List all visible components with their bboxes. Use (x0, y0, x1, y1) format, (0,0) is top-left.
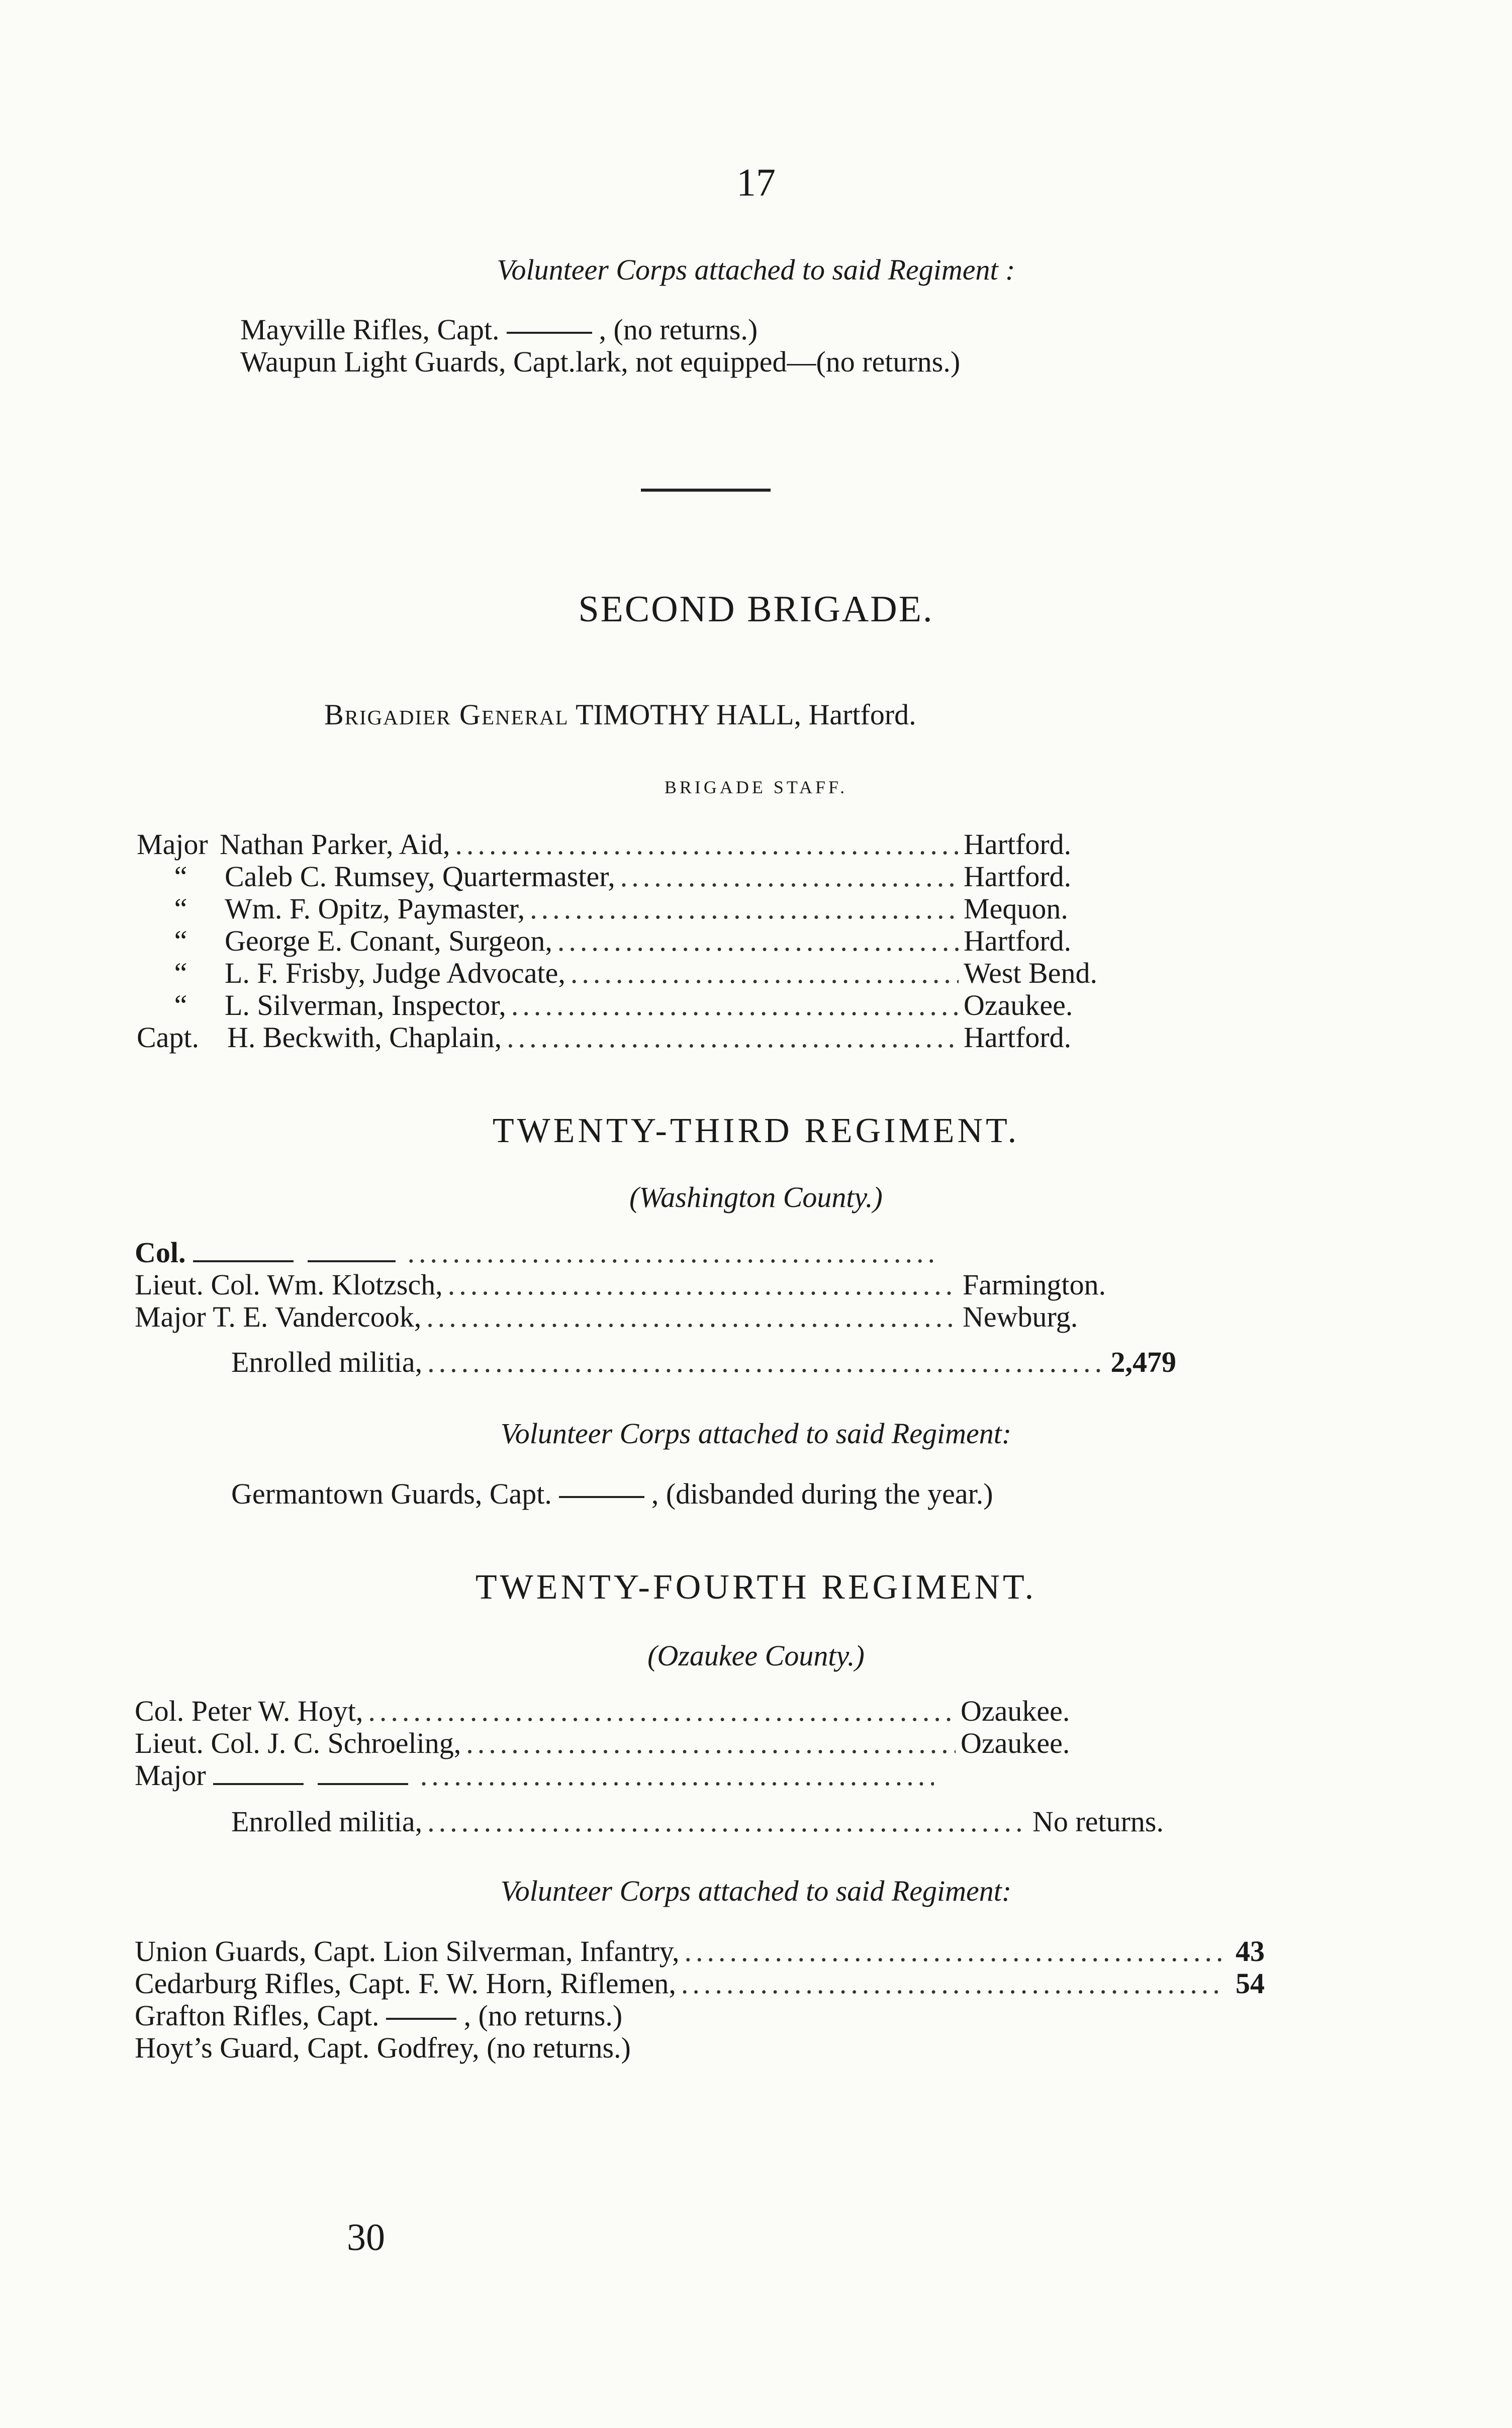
leader-dots (511, 989, 959, 1021)
officer-place: Ozaukee. (961, 1695, 1070, 1727)
staff-prefix: “ (174, 957, 187, 989)
staff-row (137, 893, 1102, 925)
blank-dash (213, 1783, 304, 1785)
major-label: Major (135, 1759, 206, 1792)
staff-place: Hartford. (964, 1021, 1072, 1054)
regiment-23-volunteer-heading: Volunteer Corps attached to said Regiment: (500, 1417, 1012, 1450)
leader-dots (455, 828, 959, 861)
staff-row (137, 861, 1102, 893)
corps-count: 54 (1236, 1967, 1265, 2000)
staff-place: Hartford. (964, 828, 1072, 861)
corps-note: , (disbanded during the year.) (651, 1477, 993, 1510)
regiment-24-major-row (135, 1759, 939, 1792)
leader-dots (557, 925, 959, 957)
col-label: Col. (135, 1236, 186, 1269)
regiment-24-enrolled-row (231, 1806, 1164, 1838)
regiment-23-county: (Washington County.) (629, 1181, 883, 1213)
regiment-23-lieut-col-row (135, 1269, 1146, 1301)
staff-row (137, 828, 1102, 861)
officer-place: Ozaukee. (961, 1727, 1070, 1759)
general-place: Hartford. (808, 698, 916, 731)
regiment-24-volunteer-heading: Volunteer Corps attached to said Regiment: (500, 1875, 1012, 1907)
staff-name: H. Beckwith, Chaplain, (227, 1021, 502, 1054)
general-name: TIMOTHY HALL, (576, 698, 801, 731)
regiment-24-corps-line-grafton (135, 2000, 622, 2032)
regiment-24-title: TWENTY-FOURTH REGIMENT. (475, 1568, 1037, 1607)
brigade-staff-heading: BRIGADE STAFF. (664, 777, 848, 797)
staff-place: West Bend. (964, 957, 1097, 989)
officer-place: Farmington. (963, 1268, 1106, 1301)
leader-dots (426, 1301, 958, 1333)
regiment-23-corps-line (231, 1478, 993, 1510)
brigadier-general-line (324, 699, 916, 731)
officer-name: Lieut. Col. J. C. Schroeling, (135, 1727, 461, 1759)
corps-name: Germantown Guards, Capt. (231, 1477, 552, 1510)
leader-dots (448, 1269, 958, 1301)
leader-dots (427, 1806, 1027, 1838)
leader-dots (368, 1695, 956, 1727)
officer-place: Newburg. (963, 1300, 1078, 1333)
enrolled-label: Enrolled militia, (231, 1805, 423, 1838)
staff-place: Ozaukee. (964, 989, 1073, 1021)
regiment-24-corps-row (135, 1935, 1265, 1968)
regiment-24-corps-line-hoyt: Hoyt’s Guard, Capt. Godfrey, (no returns.) (135, 2031, 631, 2064)
blank-dash (386, 2018, 456, 2020)
staff-name: Caleb C. Rumsey, Quartermaster, (225, 860, 615, 893)
leader-dots (681, 1968, 1224, 2000)
staff-name: Wm. F. Opitz, Paymaster, (225, 892, 525, 925)
staff-prefix: “ (174, 989, 187, 1021)
staff-prefix: “ (174, 924, 187, 957)
officer-name: Lieut. Col. Wm. Klotzsch, (135, 1268, 443, 1301)
regiment-23-enrolled-row (231, 1346, 1176, 1378)
leader-dots (408, 1237, 934, 1269)
staff-name: George E. Conant, Surgeon, (225, 924, 552, 957)
staff-row (137, 925, 1102, 957)
leader-dots (530, 893, 959, 925)
corps-line-mayville (240, 314, 758, 346)
staff-name: L. F. Frisby, Judge Advocate, (225, 957, 565, 989)
leader-dots (685, 1935, 1224, 1968)
leader-dots (427, 1346, 1105, 1378)
signature-mark: 30 (347, 2216, 385, 2259)
staff-name: L. Silverman, Inspector, (225, 989, 506, 1021)
corps-count: 43 (1236, 1935, 1265, 1968)
section-divider (641, 489, 771, 492)
regiment-23-title: TWENTY-THIRD REGIMENT. (492, 1111, 1020, 1150)
blank-dash (193, 1260, 294, 1262)
staff-prefix: Capt. (137, 1021, 200, 1054)
enrolled-value: 2,479 (1110, 1346, 1176, 1378)
officer-name: Col. Peter W. Hoyt, (135, 1695, 363, 1727)
enrolled-value: No returns. (1032, 1805, 1164, 1838)
officer-name: Major T. E. Vandercook, (135, 1300, 422, 1333)
blank-dash (507, 332, 592, 334)
regiment-24-col-row (135, 1695, 1092, 1727)
blank-dash (559, 1496, 644, 1498)
leader-dots (620, 861, 959, 893)
staff-prefix: “ (174, 892, 187, 925)
leader-dots (466, 1727, 956, 1759)
staff-place: Hartford. (964, 860, 1072, 893)
leader-dots (571, 957, 959, 989)
enrolled-label: Enrolled militia, (231, 1346, 423, 1378)
blank-dash (308, 1260, 396, 1262)
corps-name: Mayville Rifles, Capt. (240, 313, 500, 346)
staff-name: Nathan Parker, Aid, (220, 828, 450, 861)
staff-prefix: “ (174, 860, 187, 893)
leader-dots (420, 1759, 934, 1792)
corps-name: Union Guards, Capt. Lion Silverman, Infantry, (135, 1935, 680, 1968)
regiment-24-county: (Ozaukee County.) (647, 1639, 865, 1672)
regiment-23-major-row (135, 1301, 1146, 1333)
blank-dash (318, 1783, 408, 1785)
corps-name: Grafton Rifles, Capt. (135, 1999, 380, 2032)
staff-prefix: Major (137, 828, 208, 861)
corps-line-waupun: Waupun Light Guards, Capt.lark, not equipped—(no returns.) (240, 345, 961, 378)
leader-dots (507, 1021, 959, 1054)
page-number: 17 (736, 160, 776, 204)
staff-place: Hartford. (964, 924, 1072, 957)
corps-note: , (no returns.) (463, 1999, 623, 2032)
staff-row (137, 989, 1102, 1021)
brigade-title: SECOND BRIGADE. (578, 589, 934, 630)
staff-place: Mequon. (964, 892, 1068, 925)
staff-row (137, 957, 1102, 989)
volunteer-corps-heading: Volunteer Corps attached to said Regiment : (497, 253, 1015, 286)
regiment-24-lieut-col-row (135, 1727, 1092, 1759)
corps-note: , (no returns.) (599, 313, 758, 346)
regiment-23-col-row (135, 1237, 939, 1269)
corps-name: Cedarburg Rifles, Capt. F. W. Horn, Riflemen, (135, 1967, 676, 2000)
regiment-24-corps-row (135, 1968, 1265, 2000)
staff-row (137, 1021, 1102, 1054)
general-rank: Brigadier General (324, 698, 569, 731)
